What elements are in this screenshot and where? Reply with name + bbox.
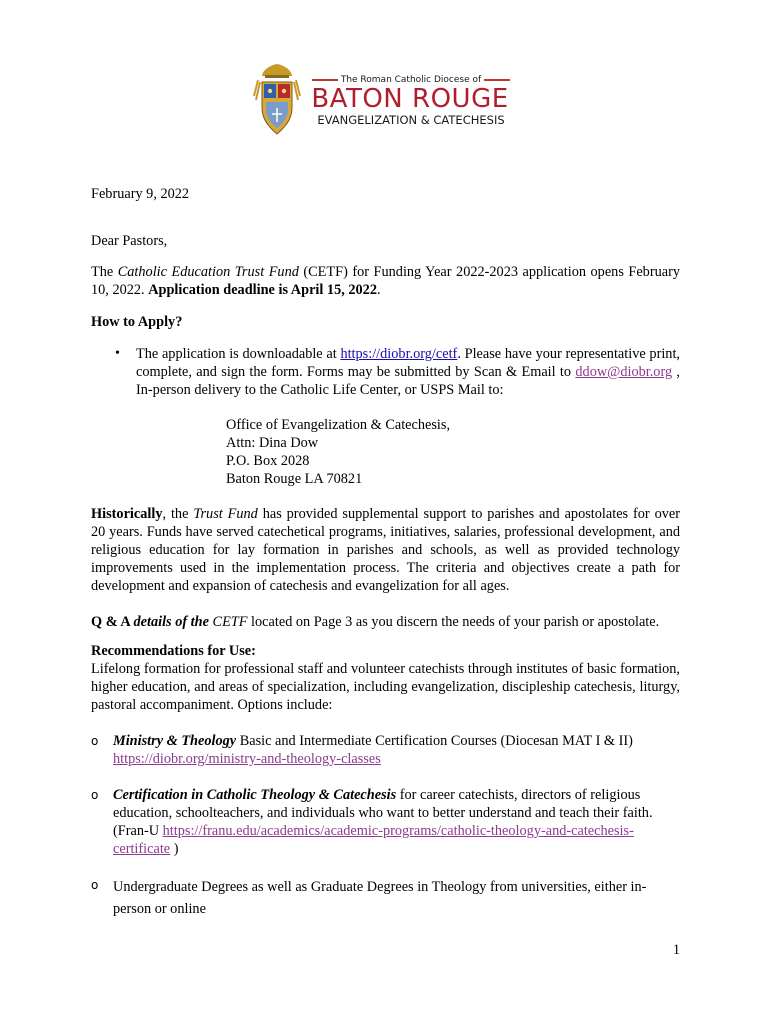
qa-cetf: CETF	[208, 614, 248, 630]
intro-text-2: (CETF) for Funding Year 2022-2023 application opens February 10, 2022.	[91, 264, 680, 298]
apply-bullet	[136, 345, 680, 399]
apply-text-3: , In-person delivery to the Catholic Life Center, or USPS Mail to:	[136, 364, 680, 398]
option-title: Certification in Catholic Theology & Catechesis	[113, 787, 397, 803]
recommendations-heading: Recommendations for Use:	[91, 643, 256, 659]
option-text: Basic and Intermediate Certification Courses (Diocesan MAT I & II)	[236, 733, 633, 749]
option-text: for career catechists, directors of religious education, schoolteachers, and individuals who want to better understand and teach their faith. (Fran-U	[113, 787, 653, 839]
trust-fund: Trust Fund	[193, 506, 258, 522]
franu-link[interactable]: https://franu.edu/academics/academic-programs/catholic-theology-and-catechesis-certificate	[113, 823, 634, 857]
page-number: 1	[672, 942, 680, 958]
salutation: Dear Pastors,	[91, 233, 168, 249]
address-line: P.O. Box 2028	[226, 453, 310, 469]
option-certification	[113, 786, 680, 858]
address-line: Office of Evangelization & Catechesis,	[226, 417, 451, 433]
diocese-crest-icon	[252, 62, 302, 138]
qa-rest: located on Page 3 as you discern the needs of your parish or apostolate.	[247, 614, 660, 630]
letter-date: February 9, 2022	[91, 186, 190, 202]
address-line: Baton Rouge LA 70821	[226, 471, 363, 487]
diocese-line-text: The Roman Catholic Diocese of	[340, 75, 482, 85]
ministry-theology-link[interactable]: https://diobr.org/ministry-and-theology-classes	[113, 751, 381, 767]
historically-paragraph	[91, 505, 680, 595]
option-degrees: Undergraduate Degrees as well as Graduate Degrees in Theology from universities, either in-person or online	[113, 879, 647, 917]
bullet-dot: •	[115, 346, 120, 361]
intro-text-1: The	[91, 264, 118, 280]
qa-lead: Q & A	[91, 614, 134, 630]
rule-left	[312, 79, 338, 81]
historically-text-1: , the	[162, 506, 194, 522]
email-link[interactable]: ddow@diobr.org	[575, 364, 673, 380]
option-title: Ministry & Theology	[113, 733, 237, 749]
qa-line	[91, 613, 691, 631]
intro-paragraph	[91, 263, 680, 299]
option-marker: o	[91, 878, 99, 892]
option-marker: o	[91, 734, 99, 748]
historically-text-2: has provided supplemental support to parishes and apostolates for over 20 years. Funds have served catechetical programs, initiatives, salaries, professional development, and religious education for lay formation in parishes and schools, as well as provided technology improvements used in the implementation process. The criteria and objectives create a path for development and expansion of catechesis and evangelization for all ages.	[91, 506, 680, 594]
how-to-apply-heading: How to Apply?	[91, 314, 183, 330]
brand-subtitle: EVANGELIZATION & CATECHESIS	[317, 113, 505, 127]
option-text-after: )	[170, 841, 179, 857]
deadline: Application deadline is April 15, 2022	[148, 282, 377, 298]
option-marker: o	[91, 788, 99, 802]
apply-text-1: The application is downloadable at	[136, 346, 341, 362]
cetf-link[interactable]: https://diobr.org/cetf	[340, 346, 458, 362]
historically-lead: Historically	[91, 506, 163, 522]
fund-name: Catholic Education Trust Fund	[117, 264, 299, 280]
intro-text-3: .	[376, 282, 381, 298]
apply-text-2: . Please have your representative print, complete, and sign the form. Forms may be submitted by Scan & Email to	[136, 346, 681, 380]
brand-name: BATON ROUGE	[311, 84, 509, 114]
mailing-address	[226, 416, 450, 488]
qa-details: details of the	[133, 614, 209, 630]
rule-right	[484, 79, 510, 81]
option-ministry-theology	[113, 732, 680, 768]
address-line: Attn: Dina Dow	[226, 435, 319, 451]
recommendations-body: Lifelong formation for professional staff and volunteer catechists through institutes of basic formation, higher education, and areas of specialization, including evangelization, discipleship catechesis, liturgy, pastoral accompaniment. Options include:	[91, 661, 680, 713]
